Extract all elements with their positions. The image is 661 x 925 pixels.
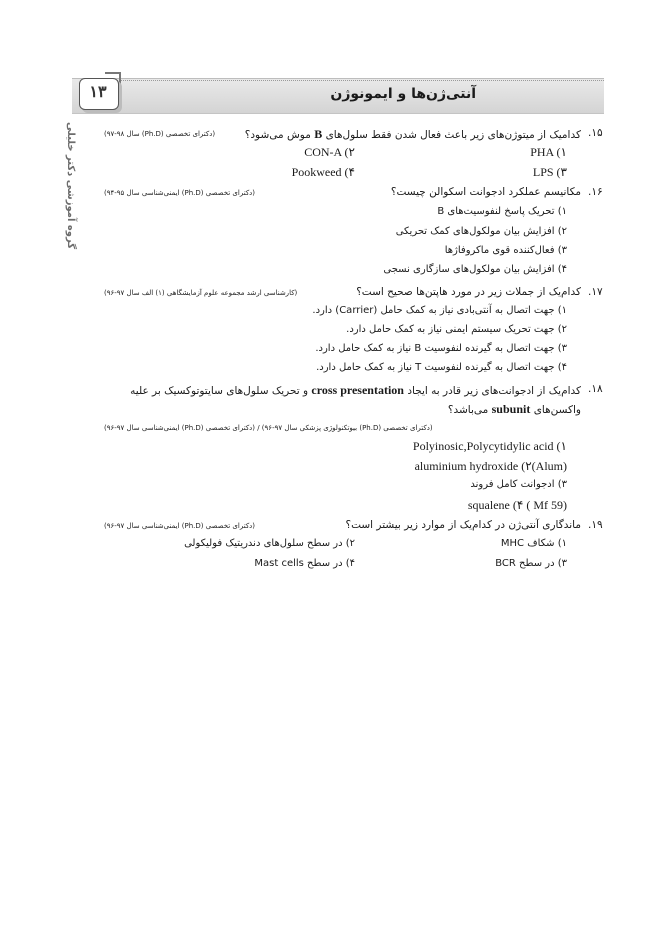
question-text-part: واکسن‌های: [533, 404, 581, 416]
option-3: LPS (۳: [532, 165, 567, 179]
side-brand-watermark: گروه آموزشی دکتر خلیلی: [65, 122, 76, 250]
option-1: ۱) تحریک پاسخ لنفوسیت‌های B: [437, 206, 567, 217]
question-text-part: موش می‌شود؟: [244, 129, 311, 141]
option-2: ۲) در سطح سلول‌های دندریتیک فولیکولی: [184, 538, 355, 549]
question-number: .۱۵: [588, 127, 603, 139]
option-4: ۴) افزایش بیان مولکول‌های سازگاری نسجی: [383, 264, 567, 275]
question-text: [245, 127, 581, 142]
question-number: .۱۷: [588, 286, 603, 298]
option-1: ۱) شکاف MHC: [500, 538, 567, 549]
question-highlight: B: [314, 127, 323, 141]
question-highlight: cross presentation: [311, 383, 404, 397]
option-1: ۱) جهت اتصال به آنتی‌بادی نیاز به کمک حامل (Carrier) دارد.: [312, 305, 567, 316]
question-number: .۱۶: [588, 186, 603, 198]
header-dotted-rule: [110, 80, 604, 81]
question-source: (کارشناسی ارشد مجموعه علوم آزمایشگاهی (۱) الف سال ۹۷-۹۶): [104, 289, 298, 297]
option-3: ۳) فعال‌کننده قوی ماکروفاژها: [444, 245, 567, 256]
option-3: ۳) ادجوانت کامل فروند: [470, 479, 567, 490]
option-1: Polyinosic,Polycytidylic acid (۱: [412, 439, 567, 453]
question-source: (دکترای تخصصی (Ph.D) سال ۹۸-۹۷): [104, 130, 216, 138]
option-4: Pookweed (۴: [291, 165, 355, 179]
question-text-part: کدام‌یک از ادجوانت‌های زیر قادر به ایجاد: [407, 385, 581, 397]
question-text: کدام‌یک از جملات زیر در مورد هاپتن‌ها صحیح است؟: [356, 286, 581, 298]
option-3: ۳) جهت اتصال به گیرنده لنفوسیت B نیاز به کمک حامل دارد.: [315, 343, 567, 354]
question-source: (دکترای تخصصی (Ph.D) ایمنی‌شناسی سال ۹۷-۹۶): [104, 522, 255, 530]
page-number: ۱۳: [89, 82, 107, 101]
option-2: ۲) افزایش بیان مولکول‌های کمک تحریکی: [395, 226, 567, 237]
option-4: ۴) جهت اتصال به گیرنده لنفوسیت T نیاز به کمک حامل دارد.: [316, 362, 567, 373]
option-2: CON-A (۲: [304, 145, 355, 159]
question-number: .۱۹: [588, 519, 603, 531]
question-text: ماندگاری آنتی‌ژن در کدام‌یک از موارد زیر بیشتر است؟: [345, 519, 581, 531]
option-3: ۳) در سطح BCR: [495, 558, 567, 569]
option-2: ۲) جهت تحریک سیستم ایمنی نیاز به کمک حامل دارد.: [346, 324, 567, 335]
option-4: ۴) در سطح Mast cells: [254, 558, 355, 569]
chapter-title: آنتی‌ژن‌ها و ایمونوژن: [330, 86, 476, 102]
question-text: [130, 383, 581, 398]
question-highlight: subunit: [491, 402, 531, 416]
option-4: (Mf 59 ) squalene (۴: [467, 498, 567, 512]
question-text-part: کدامیک از میتوژن‌های زیر باعث فعال شدن فقط سلول‌های: [325, 129, 581, 141]
question-text-line-2: [448, 402, 581, 417]
option-1: PHA (۱: [530, 145, 567, 159]
question-source: (دکترای تخصصی (Ph.D) ایمنی‌شناسی سال ۹۵-۹۴): [104, 189, 255, 197]
question-number: .۱۸: [588, 383, 603, 395]
question-text: مکانیسم عملکرد ادجوانت اسکوالن چیست؟: [390, 186, 581, 198]
question-source: (دکترای تخصصی (Ph.D) بیوتکنولوژی پزشکی سال ۹۷-۹۶) / (دکترای تخصصی (Ph.D) ایمنی‌شناسی سال ۹۷-۹۶): [104, 424, 433, 432]
question-text-part: و تحریک سلول‌های سایتوتوکسیک بر علیه: [130, 385, 309, 397]
question-text-part: می‌باشد؟: [447, 404, 489, 416]
option-2: (Alum)aluminium hydroxide (۲: [414, 459, 567, 473]
